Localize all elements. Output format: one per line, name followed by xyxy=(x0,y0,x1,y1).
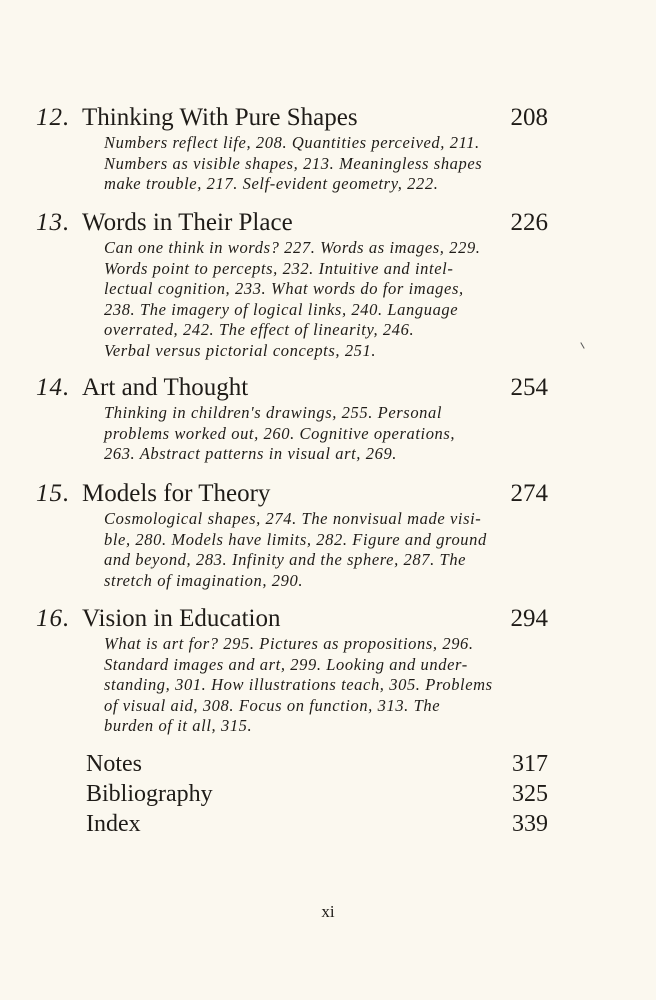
back-matter-page: 325 xyxy=(512,781,548,807)
chapter-subtopics xyxy=(104,509,548,591)
subtopic-line: Numbers as visible shapes, 213. Meaningless shapes xyxy=(104,153,483,173)
subtopic-line: 263. Abstract patterns in visual art, 269. xyxy=(104,444,398,463)
chapter-page-number: 226 xyxy=(510,209,548,236)
back-matter-page: 339 xyxy=(512,811,548,837)
subtopic-line: ble, 280. Models have limits, 282. Figure and ground xyxy=(104,529,487,549)
toc-chapter-14 xyxy=(36,373,548,465)
chapter-heading xyxy=(36,103,548,133)
subtopic-line: problems worked out, 260. Cognitive operations, xyxy=(104,423,456,443)
subtopic-line: Verbal versus pictorial concepts, 251. xyxy=(104,340,377,360)
subtopic-line: Cosmological shapes, 274. The nonvisual made visi- xyxy=(104,509,482,528)
chapter-number: 13. xyxy=(36,209,71,236)
stray-ink-mark xyxy=(580,342,584,349)
chapter-page-number: 294 xyxy=(510,605,548,632)
subtopic-line: Numbers reflect life, 208. Quantities perceived, 211. xyxy=(104,133,480,152)
subtopic-line: What is art for? 295. Pictures as propositions, 296. xyxy=(104,634,474,653)
back-matter-label: Bibliography xyxy=(86,781,213,807)
chapter-page-number: 208 xyxy=(510,104,548,131)
chapter-number: 12. xyxy=(36,104,71,131)
chapter-subtopics xyxy=(104,133,548,195)
back-matter-page: 317 xyxy=(512,751,548,777)
page-folio: xi xyxy=(321,902,335,921)
subtopic-line: standing, 301. How illustrations teach, 305. Problems xyxy=(104,675,493,694)
chapter-heading xyxy=(36,208,548,238)
chapter-heading xyxy=(36,604,548,634)
chapter-subtopics xyxy=(104,634,548,737)
subtopic-line: overrated, 242. The effect of linearity, 246. xyxy=(104,320,415,339)
chapter-title: Words in Their Place xyxy=(82,209,293,236)
toc-chapter-13 xyxy=(36,208,548,361)
subtopic-line: burden of it all, 315. xyxy=(104,716,253,735)
toc-chapter-15 xyxy=(36,479,548,591)
subtopic-line: 238. The imagery of logical links, 240. Language xyxy=(104,299,459,319)
chapter-heading xyxy=(36,373,548,403)
subtopic-line: stretch of imagination, 290. xyxy=(104,570,304,590)
back-matter-list xyxy=(86,749,548,839)
subtopic-line: of visual aid, 308. Focus on function, 313. The xyxy=(104,695,441,715)
chapter-heading xyxy=(36,479,548,509)
subtopic-line: Can one think in words? 227. Words as images, 229. xyxy=(104,238,481,257)
chapter-title: Models for Theory xyxy=(82,480,271,507)
chapter-title: Art and Thought xyxy=(82,374,249,401)
toc-chapter-12 xyxy=(36,103,548,195)
subtopic-line: Thinking in children's drawings, 255. Personal xyxy=(104,403,443,422)
back-matter-label: Notes xyxy=(86,751,142,777)
chapter-number: 14. xyxy=(36,374,71,401)
subtopic-line: lectual cognition, 233. What words do for images, xyxy=(104,279,464,298)
chapter-page-number: 254 xyxy=(510,374,548,401)
chapter-page-number: 274 xyxy=(510,480,548,507)
chapter-subtopics xyxy=(104,403,548,465)
subtopic-line: Words point to percepts, 232. Intuitive and intel- xyxy=(104,258,454,278)
chapter-title: Thinking With Pure Shapes xyxy=(82,104,358,131)
back-matter-item xyxy=(86,779,548,809)
subtopic-line: Standard images and art, 299. Looking and under- xyxy=(104,654,468,674)
chapter-number: 16. xyxy=(36,605,71,632)
back-matter-label: Index xyxy=(86,811,141,837)
chapter-subtopics xyxy=(104,238,548,361)
back-matter-item xyxy=(86,749,548,779)
chapter-number: 15. xyxy=(36,480,71,507)
back-matter-item xyxy=(86,809,548,839)
toc-chapter-16 xyxy=(36,604,548,737)
subtopic-line: make trouble, 217. Self-evident geometry, 222. xyxy=(104,174,439,193)
chapter-title: Vision in Education xyxy=(82,605,281,632)
subtopic-line: and beyond, 283. Infinity and the sphere, 287. The xyxy=(104,550,467,569)
